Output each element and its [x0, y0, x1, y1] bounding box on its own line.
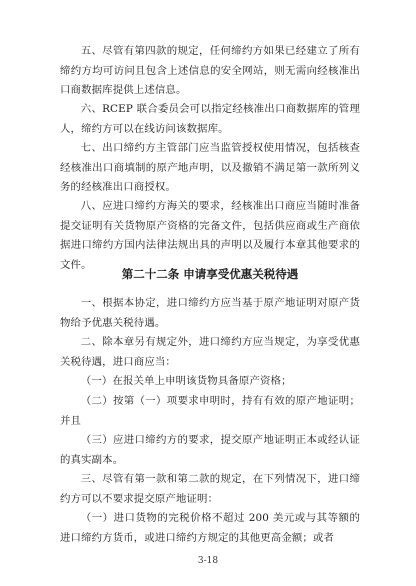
paragraph-5: 五、尽管有第四款的规定，任何缔约方如果已经建立了所有缔约方均可访问且包含上述信息的安全网站，则无需向经核准出口商数据库提供上述信息。: [60, 45, 360, 96]
paragraph-2-item-2: （二）按第（一）项要求申明时，持有有效的原产地证明；并且: [60, 395, 360, 427]
paragraph-3-item-1: （一）进口货物的完税价格不超过 200 美元或与其等额的进口缔约方货币，或进口缔约方规定的其他更高金额；或者: [60, 512, 360, 544]
paragraph-1: 一、根据本协定，进口缔约方应当基于原产地证明对原产货物给予优惠关税待遇。: [60, 297, 360, 329]
page-number: 3-18: [197, 556, 219, 566]
article-heading: 第二十二条 申请享受优惠关税待遇: [121, 267, 299, 281]
paragraph-2: 二、除本章另有规定外，进口缔约方应当规定，为享受优惠关税待遇，进口商应当：: [60, 336, 360, 368]
paragraph-6: 六、RCEP 联合委员会可以指定经核准出口商数据库的管理人，缔约方可以在线访问该数据库。: [60, 103, 360, 135]
paragraph-2-item-1: （一）在报关单上申明该货物具备原产资格；: [80, 375, 292, 387]
paragraph-2-item-3: （三）应进口缔约方的要求，提交原产地证明正本或经认证的真实副本。: [60, 434, 360, 466]
paragraph-8: 八、应进口缔约方海关的要求，经核准出口商应当随时准备提交证明有关货物原产资格的完备文件，包括供应商或生产商依据进口缔约方国内法律法规出具的声明以及履行本章其他要求的文件。: [60, 200, 360, 271]
paragraph-7: 七、出口缔约方主管部门应当监管授权使用情况，包括核查经核准出口商填制的原产地声明，以及撤销不满足第一款所列义务的经核准出口商授权。: [60, 142, 360, 193]
paragraph-3: 三、尽管有第一款和第二款的规定，在下列情况下，进口缔约方可以不要求提交原产地证明：: [60, 473, 360, 505]
